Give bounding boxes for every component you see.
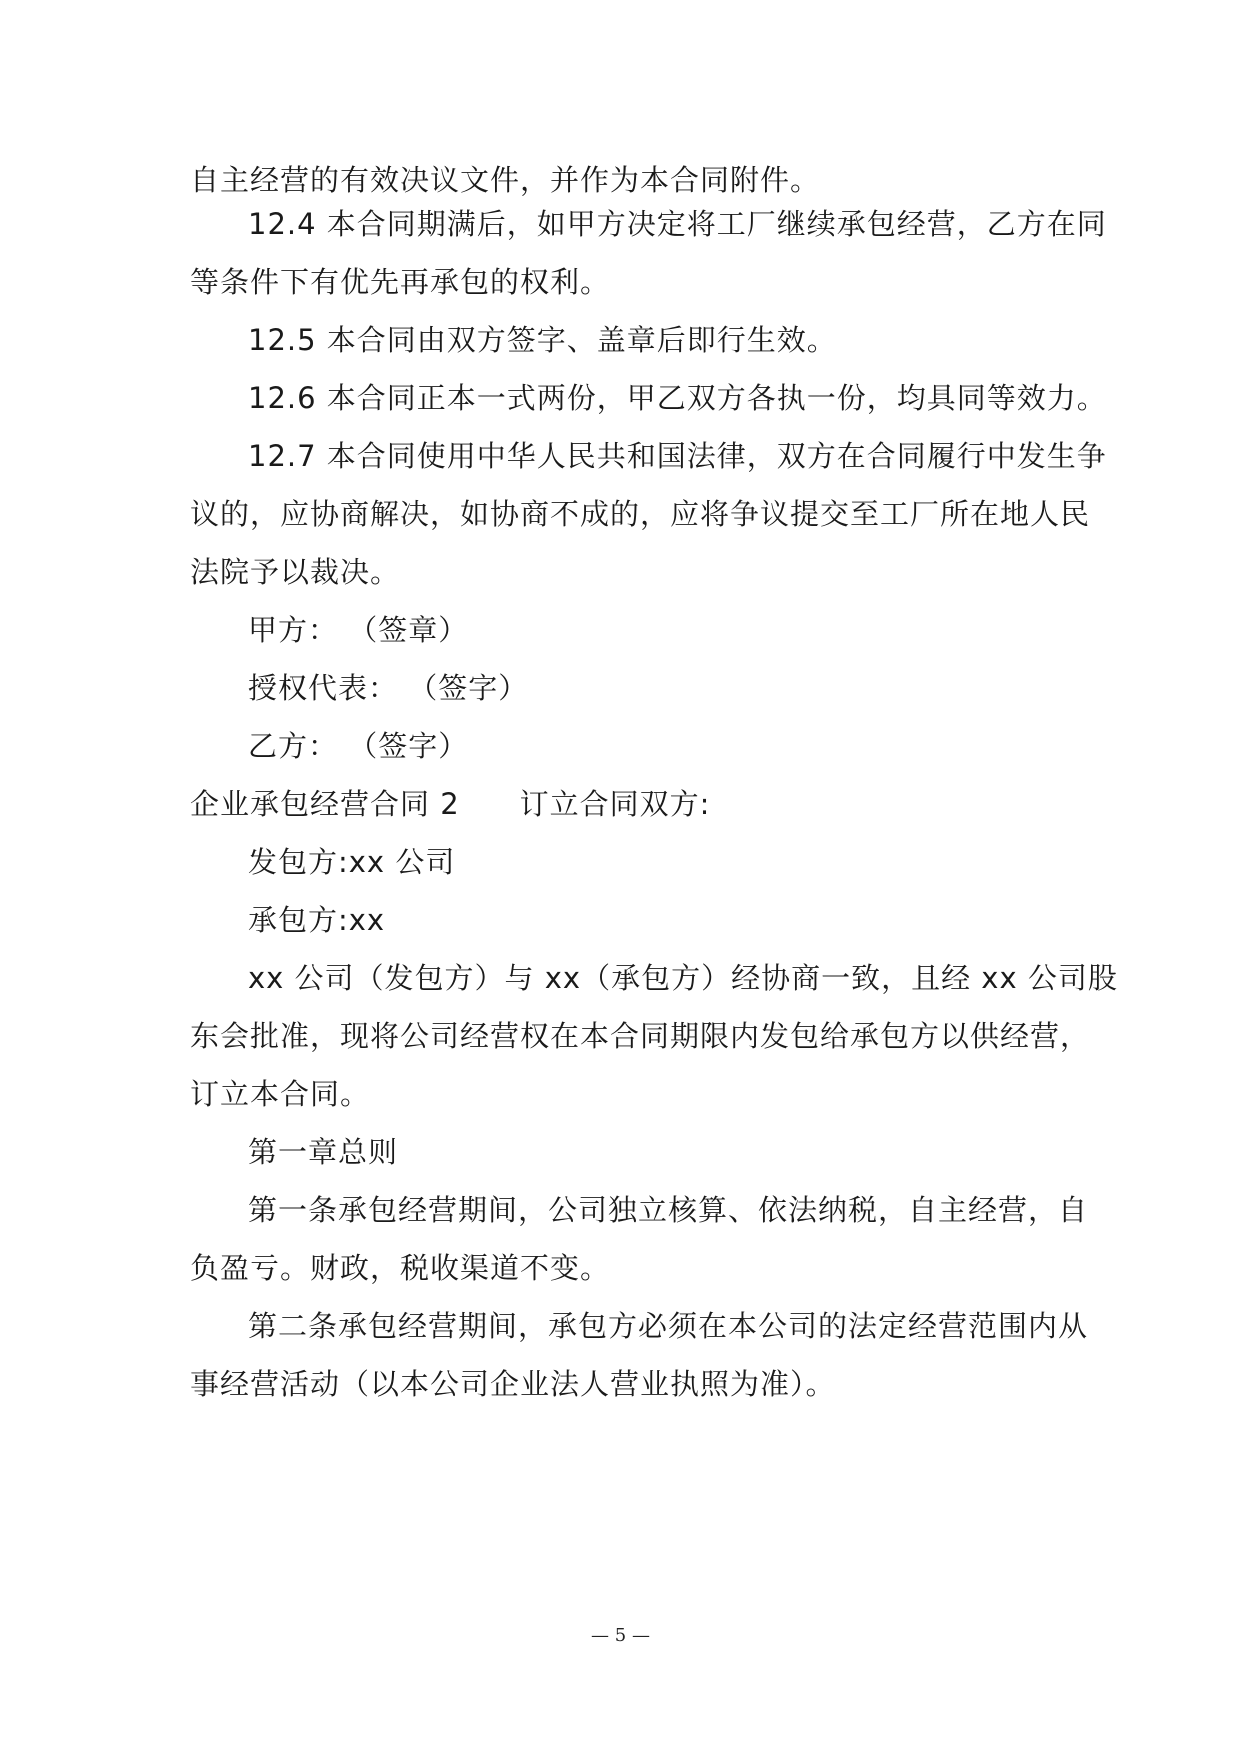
paragraph-line: 12.6 本合同正本一式两份，甲乙双方各执一份，均具同等效力。 — [248, 381, 1107, 415]
paragraph-line: 自主经营的有效决议文件，并作为本合同附件。 — [190, 163, 821, 197]
paragraph-line: 等条件下有优先再承包的权利。 — [190, 265, 611, 299]
paragraph-line: 承包方:xx — [248, 903, 386, 937]
paragraph-line: 东会批准，现将公司经营权在本合同期限内发包给承包方以供经营， — [190, 1019, 1091, 1053]
contract-title: 企业承包经营合同 2 — [190, 787, 460, 821]
signature-line-party-a: 甲方： （签章） — [248, 613, 469, 647]
contract-parties-label: 订立合同双方: — [519, 787, 711, 821]
chapter-heading: 第一章总则 — [248, 1135, 399, 1169]
paragraph-line: 负盈亏。财政，税收渠道不变。 — [190, 1251, 611, 1285]
paragraph-line: 12.7 本合同使用中华人民共和国法律，双方在合同履行中发生争 — [248, 439, 1107, 473]
signature-line-representative: 授权代表： （签字） — [248, 671, 529, 705]
signature-line-party-b: 乙方： （签字） — [248, 729, 469, 763]
paragraph-line: 12.5 本合同由双方签字、盖章后即行生效。 — [248, 323, 837, 357]
paragraph-line: xx 公司（发包方）与 xx（承包方）经协商一致，且经 xx 公司股 — [248, 961, 1118, 995]
paragraph-line: 订立本合同。 — [190, 1077, 371, 1111]
paragraph-line: 第二条承包经营期间，承包方必须在本公司的法定经营范围内从 — [248, 1309, 1089, 1343]
paragraph-line: 事经营活动（以本公司企业法人营业执照为准）。 — [190, 1367, 836, 1401]
page-number: — 5 — — [591, 1625, 650, 1646]
paragraph-line: 发包方:xx 公司 — [248, 845, 456, 879]
paragraph-line: 法院予以裁决。 — [190, 555, 401, 589]
paragraph-line: 12.4 本合同期满后，如甲方决定将工厂继续承包经营，乙方在同 — [248, 207, 1107, 241]
paragraph-line: 第一条承包经营期间，公司独立核算、依法纳税，自主经营，自 — [248, 1193, 1089, 1227]
paragraph-line: 议的，应协商解决，如协商不成的，应将争议提交至工厂所在地人民 — [190, 497, 1091, 531]
contract-heading — [190, 784, 710, 824]
